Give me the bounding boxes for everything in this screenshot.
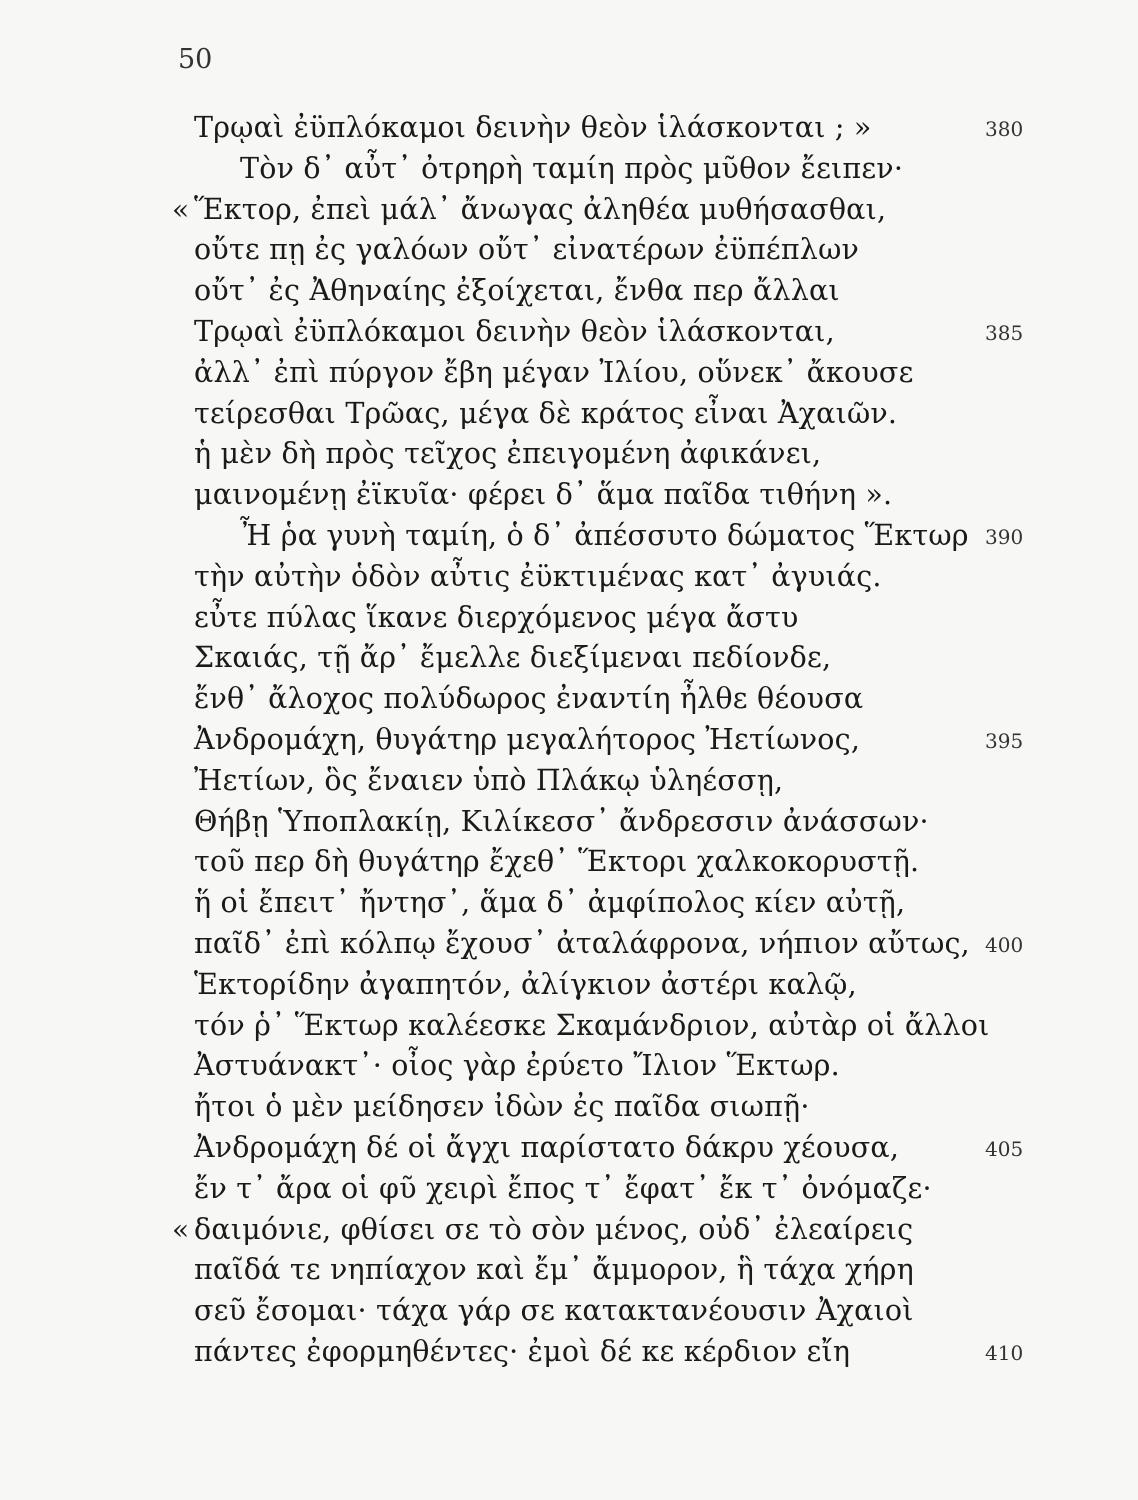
verse-block (0, 108, 1138, 1373)
opening-quote-mark: « (172, 1212, 191, 1246)
verse-text: οὔτ᾽ ἐς Ἀθηναίης ἐξοίχεται, ἔνθα περ ἄλλαι (194, 274, 840, 308)
verse-text: Ἑκτορίδην ἀγαπητόν, ἀλίγκιον ἀστέρι καλῷ, (194, 967, 857, 1001)
page-number: 50 (178, 44, 213, 75)
verse-line (0, 394, 1138, 435)
line-number: 395 (985, 728, 1024, 753)
verse-text: ἡ μὲν δὴ πρὸς τεῖχος ἐπειγομένη ἀφικάνει, (194, 437, 822, 471)
line-number: 400 (985, 932, 1024, 957)
verse-text: Ἀστυάνακτ᾽· οἶος γὰρ ἐρύετο Ἴλιον Ἕκτωρ. (194, 1049, 840, 1083)
verse-text: Τὸν δ᾽ αὖτ᾽ ὀτρηρὴ ταμίη πρὸς μῦθον ἔειπεν· (240, 151, 904, 185)
verse-text: παῖδ᾽ ἐπὶ κόλπῳ ἔχουσ᾽ ἀταλάφρονα, νήπιον αὔτως, (194, 926, 970, 960)
verse-line (0, 720, 1138, 761)
verse-text: ἤτοι ὁ μὲν μείδησεν ἰδὼν ἐς παῖδα σιωπῇ· (194, 1090, 810, 1124)
verse-line (0, 1128, 1138, 1169)
verse-text: ἔν τ᾽ ἄρα οἱ φῦ χειρὶ ἔπος τ᾽ ἔφατ᾽ ἔκ τ᾽ ὀνόμαζε· (194, 1171, 932, 1205)
verse-line (0, 434, 1138, 475)
verse-text: τὴν αὐτὴν ὁδὸν αὖτις ἐϋκτιμένας κατ᾽ ἀγυιάς. (194, 559, 882, 593)
verse-line (0, 842, 1138, 883)
verse-line (0, 516, 1138, 557)
verse-line (0, 598, 1138, 639)
verse-line (0, 1210, 1138, 1251)
verse-line (0, 1087, 1138, 1128)
verse-text: τοῦ περ δὴ θυγάτηρ ἔχεθ᾽ Ἕκτορι χαλκοκορυστῇ. (194, 845, 920, 879)
verse-line (0, 1291, 1138, 1332)
line-number: 380 (985, 117, 1024, 141)
verse-line (0, 638, 1138, 679)
verse-text: τείρεσθαι Τρῶας, μέγα δὲ κράτος εἶναι Ἀχαιῶν. (194, 396, 898, 430)
verse-text: Τρῳαὶ ἐϋπλόκαμοι δεινὴν θεὸν ἱλάσκονται ; » (194, 111, 872, 144)
verse-text: παῖδά τε νηπίαχον καὶ ἔμ᾽ ἄμμορον, ἣ τάχα χήρη (194, 1253, 914, 1287)
verse-line (0, 149, 1138, 190)
verse-text: οὔτε πῃ ἐς γαλόων οὔτ᾽ εἰνατέρων ἐϋπέπλων (194, 233, 860, 267)
verse-text: Ἀνδρομάχη, θυγάτηρ μεγαλήτορος Ἠετίωνος, (194, 722, 861, 756)
verse-line (0, 679, 1138, 720)
verse-text: Ἦ ῥα γυνὴ ταμίη, ὁ δ᾽ ἀπέσσυτο δώματος Ἕκτωρ (240, 518, 969, 552)
verse-line (0, 1006, 1138, 1047)
verse-line (0, 1046, 1138, 1087)
verse-text: Τρῳαὶ ἐϋπλόκαμοι δεινὴν θεὸν ἱλάσκονται, (194, 314, 835, 348)
verse-text: ἔνθ᾽ ἄλοχος πολύδωρος ἐναντίη ἦλθε θέουσα (194, 682, 864, 716)
line-number: 385 (985, 320, 1024, 345)
verse-line (0, 802, 1138, 843)
verse-text: Ἀνδρομάχη δέ οἱ ἄγχι παρίστατο δάκρυ χέουσα, (194, 1130, 900, 1164)
verse-line (0, 271, 1138, 312)
verse-text: πάντες ἐφορμηθέντες· ἐμοὶ δέ κε κέρδιον εἴη (194, 1334, 851, 1368)
verse-text: Ἠετίων, ὃς ἔναιεν ὑπὸ Πλάκῳ ὑληέσσῃ, (194, 763, 784, 797)
verse-text: τόν ῥ᾽ Ἕκτωρ καλέεσκε Σκαμάνδριον, αὐτὰρ οἱ ἄλλοι (194, 1008, 990, 1042)
verse-line (0, 557, 1138, 598)
verse-text: ἀλλ᾽ ἐπὶ πύργον ἔβη μέγαν Ἰλίου, οὕνεκ᾽ ἄκουσε (194, 355, 914, 389)
verse-line (0, 1169, 1138, 1210)
verse-line (0, 761, 1138, 802)
opening-quote-mark: « (172, 192, 191, 226)
line-number: 410 (985, 1340, 1024, 1365)
line-number: 390 (985, 524, 1024, 549)
verse-text: εὖτε πύλας ἵκανε διερχόμενος μέγα ἄστυ (194, 600, 799, 634)
verse-line (0, 965, 1138, 1006)
verse-line (0, 883, 1138, 924)
verse-text: Θήβῃ Ὑποπλακίῃ, Κιλίκεσσ᾽ ἄνδρεσσιν ἀνάσσων· (194, 804, 929, 838)
verse-text: σεῦ ἔσομαι· τάχα γάρ σε κατακτανέουσιν Ἀχαιοὶ (194, 1294, 914, 1328)
verse-text: Σκαιάς, τῇ ἄρ᾽ ἔμελλε διεξίμεναι πεδίονδε, (194, 641, 832, 675)
verse-line (0, 1332, 1138, 1373)
verse-line (0, 475, 1138, 516)
verse-text: μαινομένῃ ἐϊκυῖα· φέρει δ᾽ ἅμα παῖδα τιθήνη ». (194, 478, 893, 512)
verse-line (0, 108, 1138, 149)
verse-line (0, 924, 1138, 965)
verse-text: ἥ οἱ ἔπειτ᾽ ἤντησ᾽, ἅμα δ᾽ ἀμφίπολος κίεν αὐτῇ, (194, 886, 906, 920)
verse-line (0, 353, 1138, 394)
line-number: 405 (985, 1136, 1024, 1161)
verse-text: δαιμόνιε, φθίσει σε τὸ σὸν μένος, οὐδ᾽ ἐλεαίρεις (194, 1212, 914, 1246)
verse-line (0, 312, 1138, 353)
verse-line (0, 230, 1138, 271)
verse-text: Ἕκτορ, ἐπεὶ μάλ᾽ ἄνωγας ἀληθέα μυθήσασθαι, (194, 192, 887, 226)
verse-line (0, 190, 1138, 231)
verse-line (0, 1250, 1138, 1291)
